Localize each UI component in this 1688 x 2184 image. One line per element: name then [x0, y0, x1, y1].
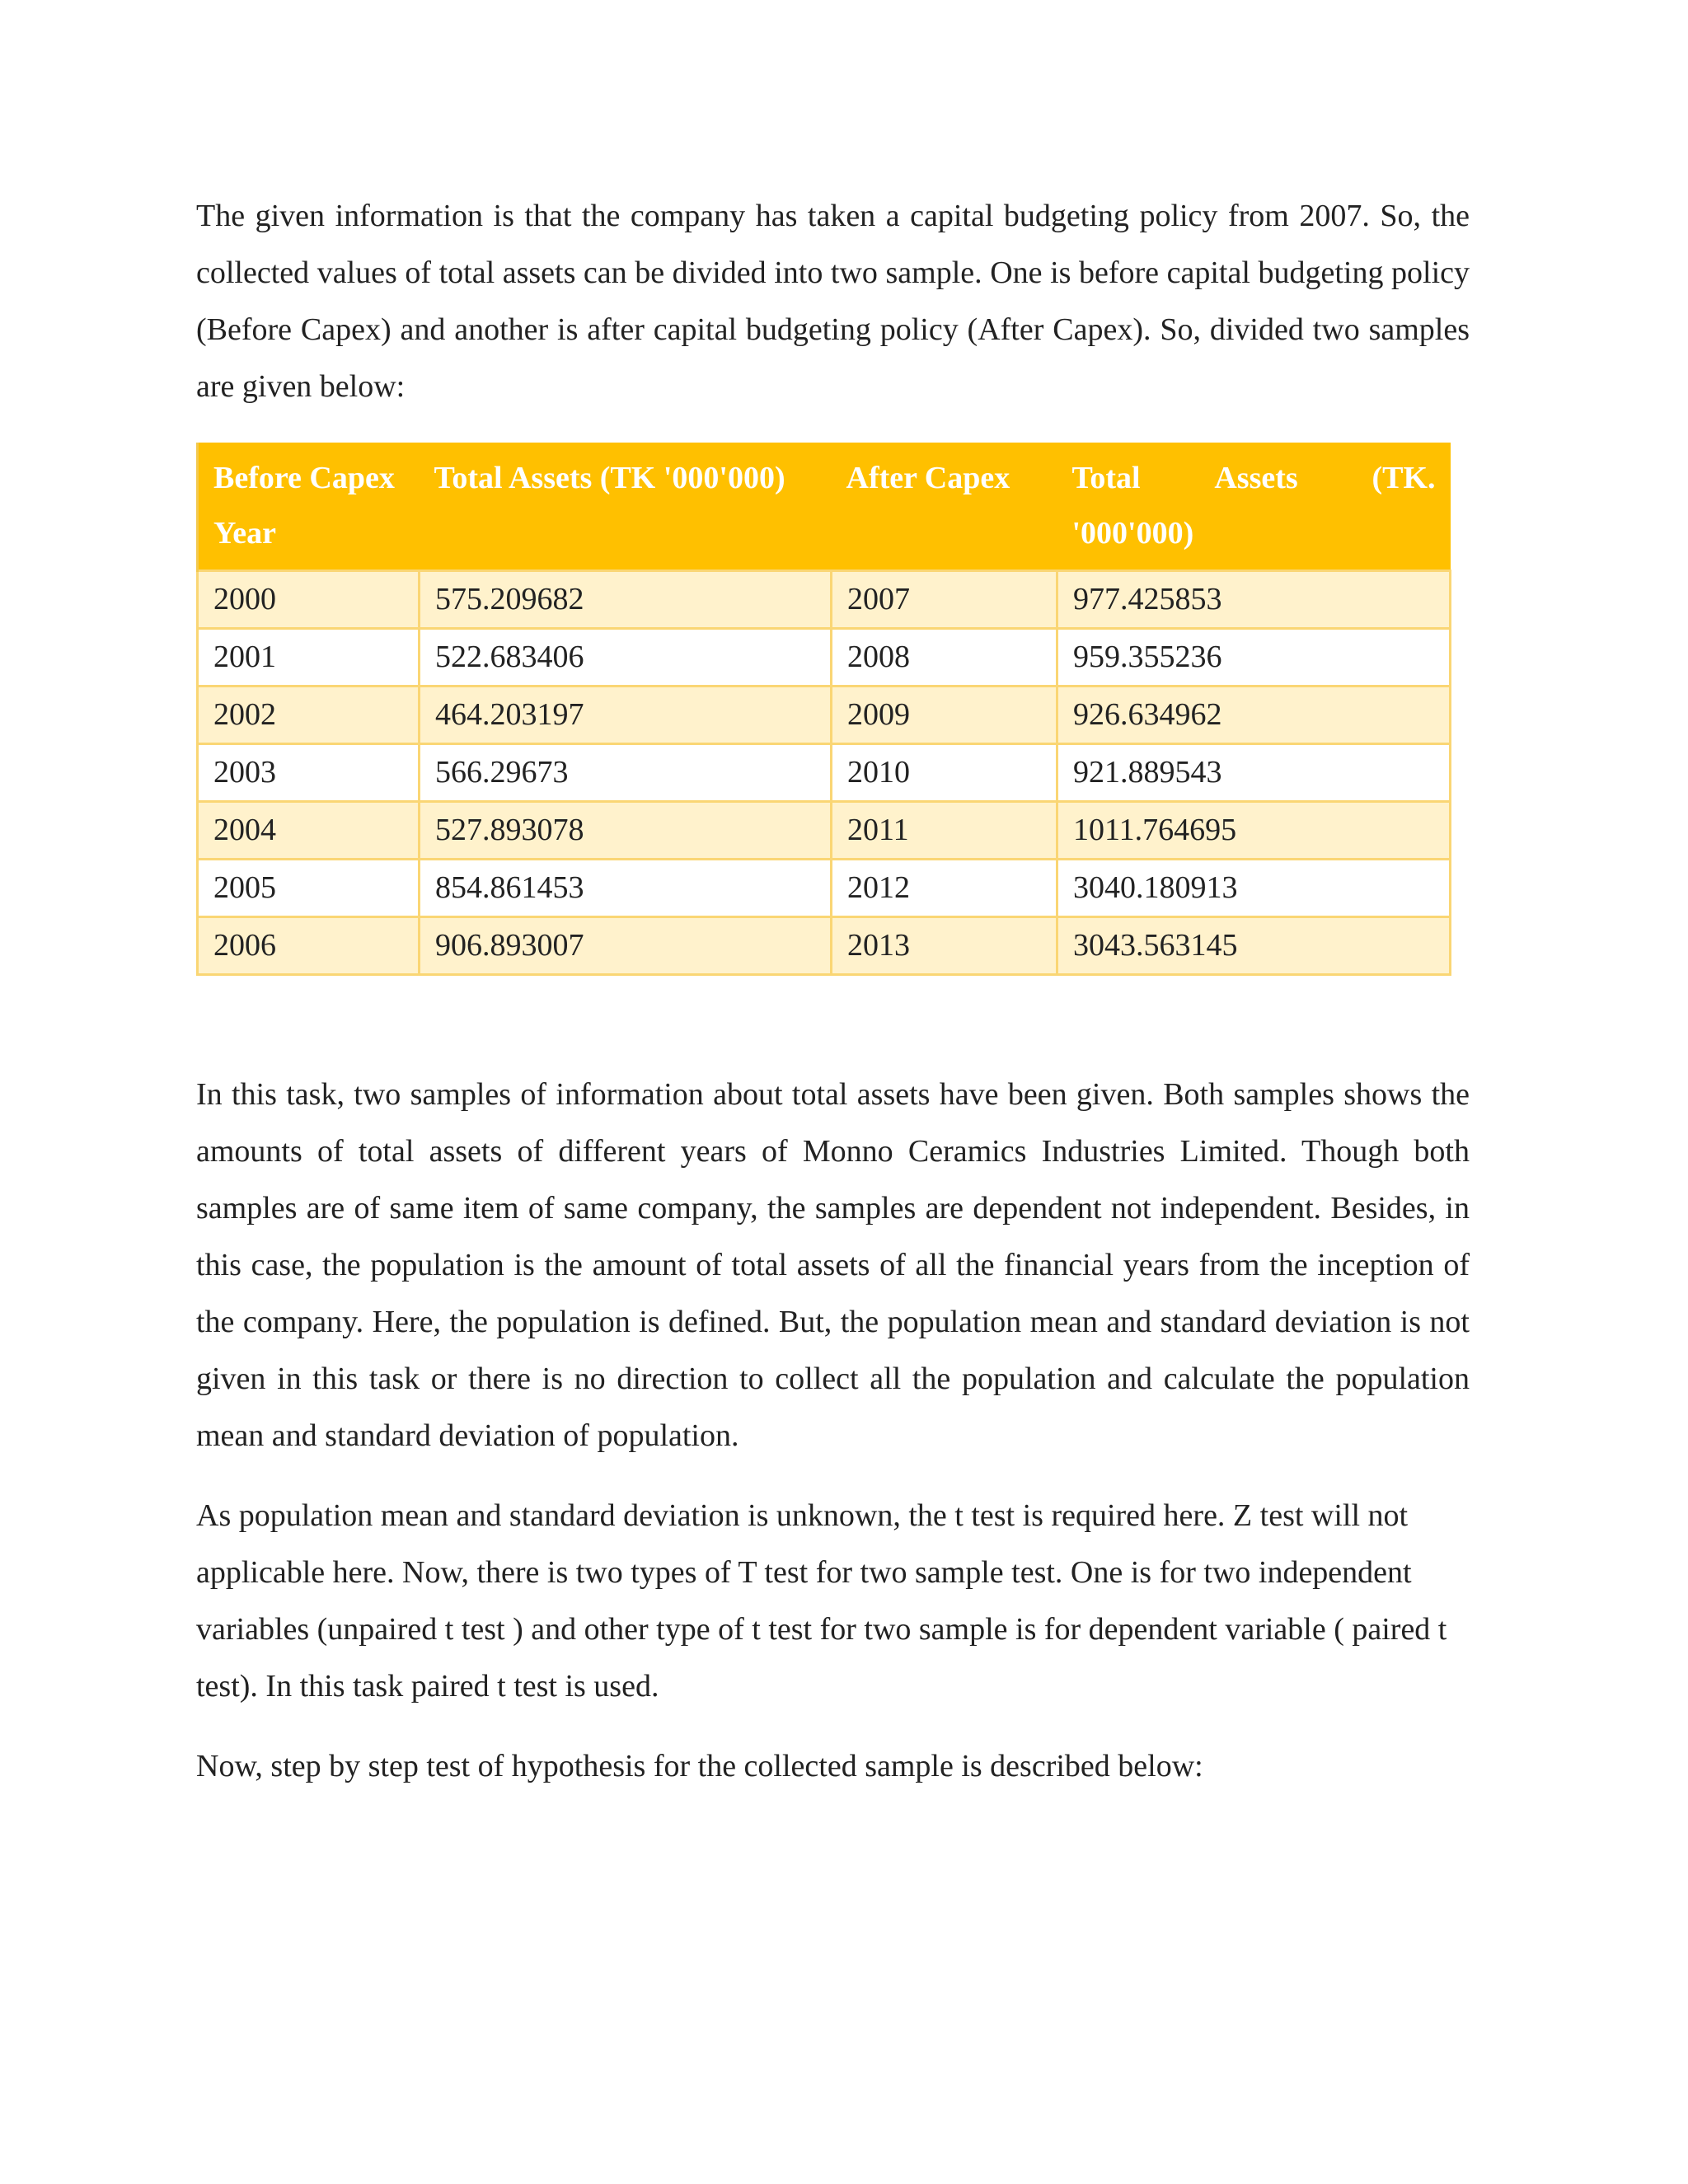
cell-before-assets: 527.893078 [420, 802, 832, 860]
cell-before-year: 2002 [198, 687, 420, 744]
cell-before-year: 2000 [198, 571, 420, 629]
population-paragraph: In this task, two samples of information about total assets have been given. Both samples shows the amounts of total assets of different years of Monno Ceramics Industries Limited. Though both samples are of same item of same company, the samples are dependent not independent. Besides, in this case, the population is the amount of total assets of all the financial years from the inception of the company. Here, the population is defined. But, the population mean and standard deviation is not given in this task or there is no direction to collect all the population and calculate the population mean and standard deviation of population. [196, 1077, 1470, 1453]
header-total-assets-after-line2: '000'000) [1071, 516, 1194, 551]
header-total-assets-before-label: Total Assets (TK '000'000) [434, 461, 785, 495]
cell-after-year: 2012 [832, 860, 1057, 917]
header-word-total: Total [1071, 461, 1141, 495]
header-after-capex [832, 443, 1057, 571]
total-assets-table [196, 443, 1451, 976]
header-total-assets-after-line1 [1072, 451, 1436, 506]
table-row [198, 687, 1451, 744]
cell-after-assets: 977.425853 [1057, 571, 1451, 629]
cell-before-assets: 575.209682 [420, 571, 832, 629]
header-after-capex-label: After Capex [846, 461, 1010, 495]
table-row [198, 860, 1451, 917]
table-row [198, 744, 1451, 802]
cell-before-year: 2004 [198, 802, 420, 860]
cell-after-year: 2008 [832, 629, 1057, 687]
cell-before-year: 2003 [198, 744, 420, 802]
cell-after-assets: 926.634962 [1057, 687, 1451, 744]
cell-after-year: 2011 [832, 802, 1057, 860]
cell-after-year: 2007 [832, 571, 1057, 629]
cell-before-assets: 854.861453 [420, 860, 832, 917]
cell-after-assets: 921.889543 [1057, 744, 1451, 802]
intro-paragraph: The given information is that the company has taken a capital budgeting policy from 2007. So, the collected values of total assets can be divided into two sample. One is before capital budgeting policy (Before Capex) and another is after capital budgeting policy (After Capex). So, divided two samples are given below: [196, 199, 1470, 404]
cell-after-year: 2010 [832, 744, 1057, 802]
document-page [196, 188, 1470, 1795]
header-total-assets-before [420, 443, 832, 571]
cell-before-assets: 566.29673 [420, 744, 832, 802]
header-before-capex-year [198, 443, 420, 571]
table-header-row [198, 443, 1451, 571]
header-total-assets-after [1057, 443, 1451, 571]
header-before-capex-year-label: Before Capex Year [213, 461, 395, 551]
table-row [198, 571, 1451, 629]
header-word-tk: (TK. [1372, 461, 1436, 495]
cell-after-assets: 3040.180913 [1057, 860, 1451, 917]
cell-after-assets: 959.355236 [1057, 629, 1451, 687]
cell-after-year: 2013 [832, 917, 1057, 975]
hypothesis-steps-paragraph: Now, step by step test of hypothesis for the collected sample is described below: [196, 1749, 1203, 1783]
cell-before-assets: 464.203197 [420, 687, 832, 744]
cell-after-assets: 1011.764695 [1057, 802, 1451, 860]
table-row [198, 917, 1451, 975]
t-test-paragraph: As population mean and standard deviation is unknown, the t test is required here. Z test will not applicable here. Now, there is two types of T test for two sample test. One is for two independent variables (unpaired t test ) and other type of t test for two sample is for dependent variable ( paired t test). In this task paired t test is used. [196, 1498, 1447, 1704]
table-row [198, 802, 1451, 860]
cell-before-year: 2001 [198, 629, 420, 687]
cell-before-year: 2005 [198, 860, 420, 917]
cell-before-assets: 522.683406 [420, 629, 832, 687]
cell-after-year: 2009 [832, 687, 1057, 744]
cell-before-assets: 906.893007 [420, 917, 832, 975]
header-word-assets: Assets [1214, 461, 1298, 495]
cell-before-year: 2006 [198, 917, 420, 975]
table-row [198, 629, 1451, 687]
cell-after-assets: 3043.563145 [1057, 917, 1451, 975]
